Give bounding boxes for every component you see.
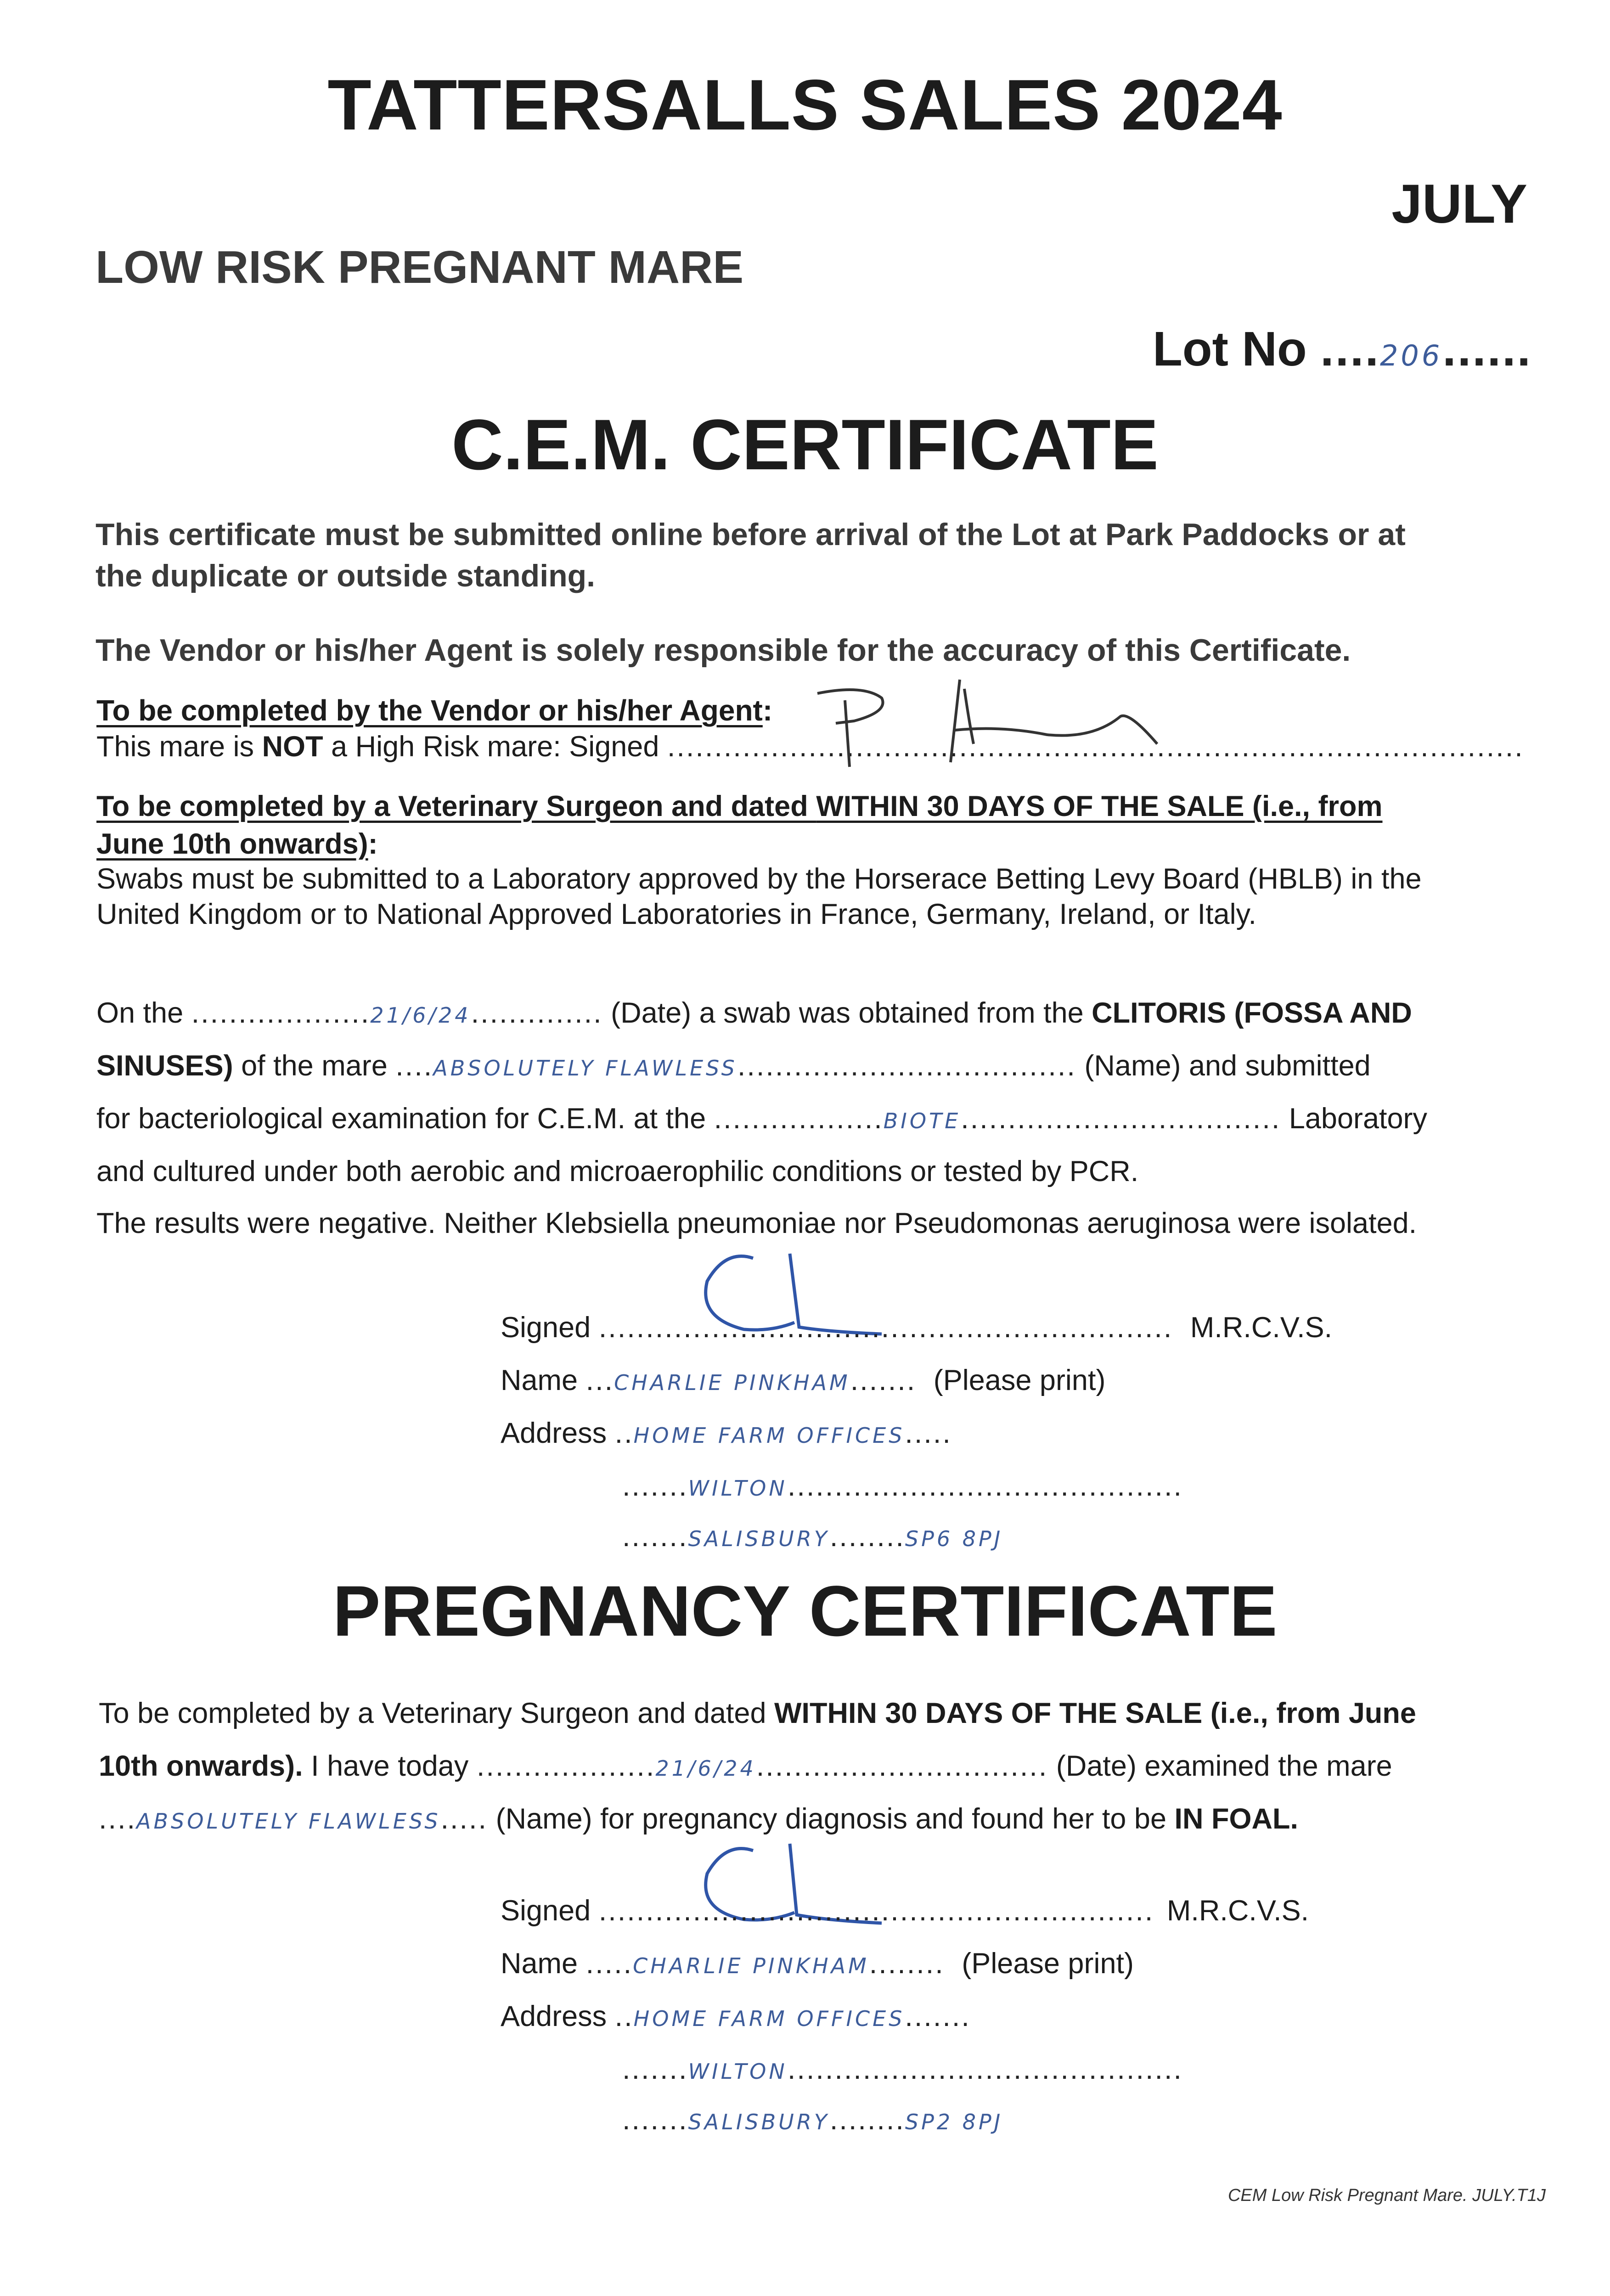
- in-foal-result: IN FOAL.: [1174, 1803, 1298, 1835]
- preg-address-1: HOME FARM OFFICES: [633, 2006, 905, 2031]
- sale-month: JULY: [1391, 173, 1527, 235]
- vet-heading-2-text: June 10th onwards): [96, 828, 368, 860]
- preg-line1-bold: WITHIN 30 DAYS OF THE SALE (i.e., from June: [774, 1697, 1416, 1729]
- vendor-responsibility-note: The Vendor or his/her Agent is solely responsible for the accuracy of this Certificate.: [96, 633, 1351, 668]
- preg-date-value: 21/6/24: [655, 1756, 756, 1781]
- dot-leader: ....: [395, 1050, 433, 1082]
- lot-number: [1153, 321, 1532, 377]
- dot-leader: ........: [829, 2104, 905, 2136]
- dot-leader: ...: [585, 1364, 614, 1396]
- preg-mare-name: ABSOLUTELY FLAWLESS: [136, 1809, 441, 1834]
- dot-leader: .....: [440, 1803, 488, 1835]
- preg-name-line: [501, 1947, 1134, 1980]
- dot-leader: .......: [905, 2000, 971, 2032]
- dot-leader: .......: [622, 2104, 688, 2136]
- dot-leader: ...................: [476, 1750, 656, 1782]
- vet-heading-line-1: [96, 790, 1383, 823]
- preg-line2-text: I have today: [303, 1750, 469, 1782]
- laboratory-line: [96, 1102, 1427, 1135]
- cem-name-line: [501, 1364, 1105, 1397]
- form-code-footer: CEM Low Risk Pregnant Mare. JULY.T1J: [1227, 2186, 1546, 2205]
- laboratory-value: BIOTE: [883, 1109, 961, 1133]
- date-label: (Date) a swab was obtained from the: [611, 997, 1084, 1029]
- dot-leader: ..: [614, 1417, 634, 1449]
- preg-address-line-1: [501, 2000, 971, 2033]
- dot-leader: .....: [905, 1417, 952, 1449]
- dot-leader: .............................................................: [598, 1311, 1173, 1344]
- dot-leader: ..................: [714, 1103, 884, 1135]
- vendor-line-pre: This mare is: [96, 731, 262, 763]
- cem-address-1: HOME FARM OFFICES: [633, 1423, 905, 1448]
- dot-leader: ..............: [471, 997, 603, 1029]
- pregnancy-date-line: [99, 1750, 1392, 1783]
- dot-leader: .......: [622, 1520, 688, 1553]
- sinuses-label: SINUSES): [96, 1050, 233, 1082]
- pregnancy-instruction-line-1: [99, 1697, 1416, 1730]
- cem-address-line-2: [622, 1469, 1183, 1503]
- vendor-heading-text: To be completed by the Vendor or his/her Agent: [96, 694, 763, 727]
- results-line: The results were negative. Neither Klebsiella pneumoniae nor Pseudomonas aeruginosa were isolated.: [96, 1207, 1417, 1239]
- cem-certificate-title: C.E.M. CERTIFICATE: [451, 405, 1159, 485]
- vendor-line-not: NOT: [262, 731, 323, 763]
- cem-mrcvs-label: M.R.C.V.S.: [1190, 1311, 1333, 1344]
- preg-line1-pre: To be completed by a Veterinary Surgeon and dated: [99, 1697, 774, 1729]
- dot-leader: ..: [614, 2000, 634, 2032]
- dot-leader: ...........................................................................................: [667, 731, 1524, 763]
- dot-leader: .....: [585, 1947, 633, 1980]
- swab-instruction-line-2: United Kingdom or to National Approved Laboratories in France, Germany, Ireland, or Italy.: [96, 898, 1256, 930]
- cem-address-line-3: [622, 1520, 1003, 1553]
- preg-address-label: Address: [501, 2000, 607, 2032]
- vendor-line-post: a High Risk mare: Signed: [323, 731, 659, 763]
- vet-heading-pre: To be completed by a Veterinary Surgeon and dated: [96, 790, 816, 822]
- preg-please-print: (Please print): [962, 1947, 1134, 1980]
- cem-address-2: WILTON: [688, 1476, 788, 1501]
- vet-heading-line-2: June 10th onwards):: [96, 828, 378, 860]
- submission-instruction-line-1: This certificate must be submitted online before arrival of the Lot at Park Paddocks or at: [96, 517, 1406, 552]
- vendor-section-heading: To be completed by the Vendor or his/her Agent:: [96, 694, 773, 727]
- dot-leader: ......: [1442, 322, 1532, 376]
- cem-address-3b: SP6 8PJ: [905, 1526, 1003, 1551]
- dot-leader: ....: [1320, 322, 1380, 376]
- swab-date-value: 21/6/24: [370, 1003, 471, 1028]
- vendor-signature: [808, 675, 1267, 776]
- preg-signed-line: [501, 1894, 1309, 1927]
- certificate-subtitle: LOW RISK PREGNANT MARE: [96, 242, 744, 293]
- dot-leader: ..................................: [961, 1103, 1281, 1135]
- cem-please-print: (Please print): [933, 1364, 1106, 1396]
- cem-vet-name: CHARLIE PINKHAM: [614, 1370, 850, 1395]
- cem-address-label: Address: [501, 1417, 607, 1449]
- preg-address-3a: SALISBURY: [688, 2110, 830, 2134]
- bacteriological-label: for bacteriological examination for C.E.M. at the: [96, 1103, 706, 1135]
- cem-signed-label: Signed: [501, 1311, 591, 1344]
- lot-label: Lot No: [1153, 322, 1307, 376]
- dot-leader: .......: [622, 1470, 688, 1502]
- preg-address-line-2: [622, 2053, 1183, 2086]
- preg-address-2: WILTON: [688, 2059, 788, 2084]
- document-title: TATTERSALLS SALES 2024: [327, 65, 1283, 145]
- preg-name-label: Name: [501, 1947, 578, 1980]
- clitoris-label: CLITORIS (FOSSA AND: [1092, 997, 1412, 1029]
- dot-leader: ........: [829, 1520, 905, 1553]
- dot-leader: ........: [869, 1947, 945, 1980]
- dot-leader: .......: [850, 1364, 917, 1396]
- preg-address-3b: SP2 8PJ: [905, 2110, 1003, 2134]
- vet-heading-bold: WITHIN 30 DAYS OF THE SALE (i.e., from: [816, 790, 1383, 822]
- on-the-label: On the: [96, 997, 184, 1029]
- culture-method-line: and cultured under both aerobic and microaerophilic conditions or tested by PCR.: [96, 1155, 1139, 1187]
- laboratory-label: Laboratory: [1289, 1103, 1428, 1135]
- dot-leader: ....: [99, 1803, 137, 1835]
- preg-line2-bold: 10th onwards).: [99, 1750, 303, 1782]
- name-and-submitted-label: (Name) and submitted: [1084, 1050, 1371, 1082]
- cem-name-label: Name: [501, 1364, 578, 1396]
- lot-value: 206: [1379, 339, 1443, 372]
- dot-leader: ...........................................................: [598, 1895, 1154, 1927]
- cem-address-line-1: [501, 1417, 952, 1450]
- preg-signed-label: Signed: [501, 1895, 591, 1927]
- preg-address-line-3: [622, 2103, 1003, 2136]
- of-the-mare-label: of the mare: [241, 1050, 388, 1082]
- dot-leader: ...............................: [756, 1750, 1048, 1782]
- preg-line3-post: (Name) for pregnancy diagnosis and found her to be: [495, 1803, 1175, 1835]
- dot-leader: .......: [622, 2053, 688, 2085]
- mare-name-line: [96, 1049, 1371, 1082]
- preg-mrcvs-label: M.R.C.V.S.: [1166, 1895, 1309, 1927]
- preg-line2-post: (Date) examined the mare: [1056, 1750, 1392, 1782]
- dot-leader: ....................................: [737, 1050, 1076, 1082]
- dot-leader: ...................: [191, 997, 371, 1029]
- dot-leader: ..........................................: [787, 1470, 1183, 1502]
- pregnancy-certificate-title: PREGNANCY CERTIFICATE: [332, 1571, 1278, 1651]
- cem-mare-name: ABSOLUTELY FLAWLESS: [433, 1056, 737, 1080]
- swab-instruction-line-1: Swabs must be submitted to a Laboratory approved by the Horserace Betting Levy Board (HBLB) in the: [96, 863, 1422, 895]
- dot-leader: ..........................................: [787, 2053, 1183, 2085]
- preg-vet-name: CHARLIE PINKHAM: [633, 1953, 869, 1978]
- cem-address-3a: SALISBURY: [688, 1526, 830, 1551]
- submission-instruction-line-2: the duplicate or outside standing.: [96, 558, 596, 593]
- pregnancy-mare-line: [99, 1802, 1298, 1835]
- swab-date-line: [96, 996, 1412, 1030]
- cem-signed-line: [501, 1311, 1332, 1344]
